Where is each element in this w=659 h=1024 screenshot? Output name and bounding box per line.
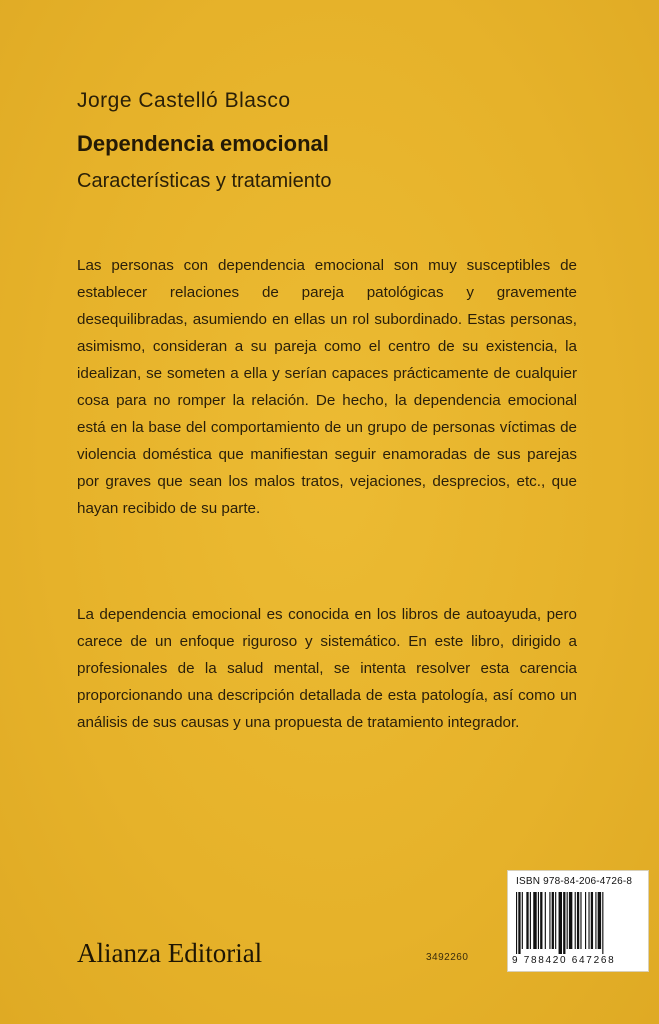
book-subtitle: Características y tratamiento	[77, 170, 332, 192]
isbn-text: ISBN 978-84-206-4726-8	[516, 876, 633, 887]
blurb-paragraph-1: Las personas con dependencia emocional son muy susceptibles de establecer relaciones de pareja patológicas y gravemente desequilibradas, asumiendo en ellas un rol subordinado. Estas personas, asimismo, consideran a su pareja como el centro de su existencia, la idealizan, se someten a ella y serían capaces prácticamente de cualquier cosa para no romper la relación. De hecho, la dependencia emocional está en la base del comportamiento de un grupo de personas víctimas de violencia doméstica que manifiestan seguir enamoradas de sus parejas por graves que sean los malos tratos, vejaciones, desprecios, etc., que hayan recibido de su parte.	[77, 257, 577, 517]
barcode-icon	[516, 892, 640, 954]
blurb-paragraph-2: La dependencia emocional es conocida en los libros de autoayuda, pero carece de un enfoque riguroso y sistemático. En este libro, dirigido a profesionales de la salud mental, se intenta resolver esta carencia proporcionando una descripción detallada de esta patología, así como un análisis de sus causas y una propuesta de tratamiento integrador.	[77, 606, 577, 731]
isbn-digits: 9 788420 647268	[512, 955, 616, 966]
publisher-logo: Alianza Editorial	[77, 938, 263, 968]
barcode-label	[507, 870, 649, 972]
author-name: Jorge Castelló Blasco	[77, 89, 291, 112]
book-title: Dependencia emocional	[77, 131, 329, 156]
catalog-code: 3492260	[426, 952, 469, 963]
